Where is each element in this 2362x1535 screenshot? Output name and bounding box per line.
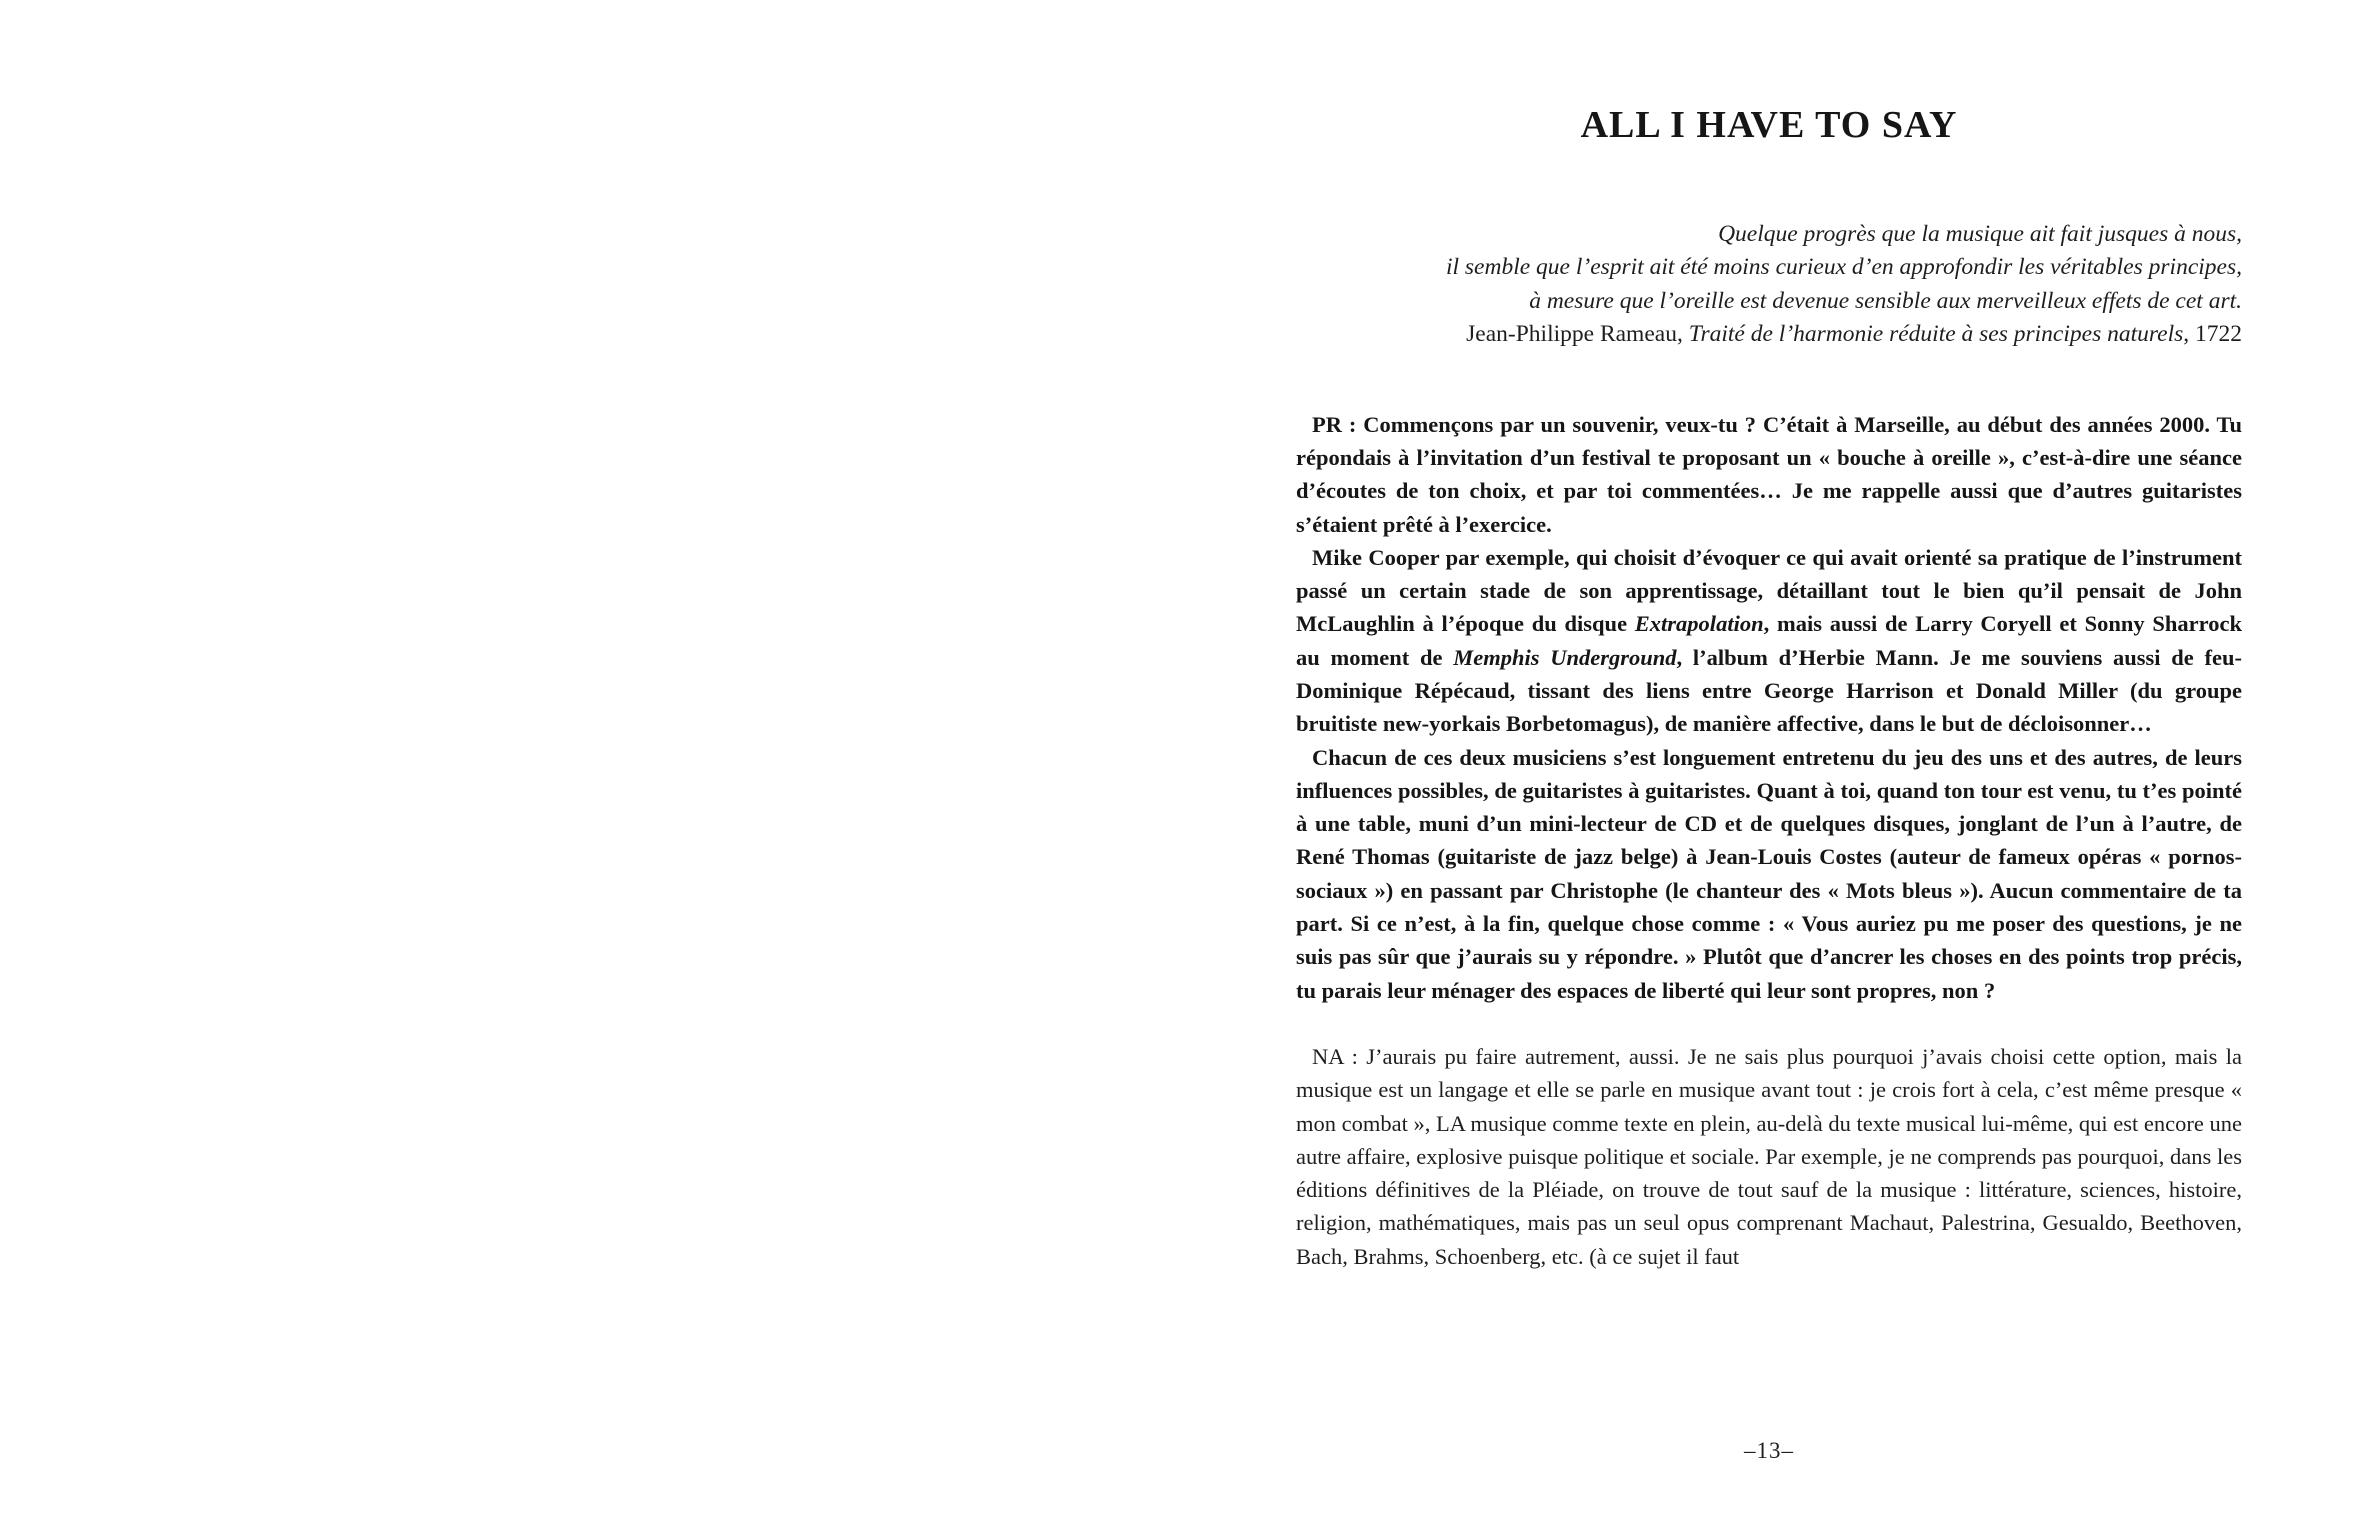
page-number: –13– (1744, 1438, 1794, 1463)
epigraph-line (1296, 251, 2242, 284)
text-column (1296, 0, 2242, 1273)
text-segment: , mais aussi de Larry Coryell et Sonny Sharrock au moment de (1296, 611, 2242, 670)
text-segment: PR : Commençons par un souvenir, veux-tu ? C’était à Marseille, au début des années 2000. Tu répondais à l’invitation d’un festival te proposant un « bouche à oreille », c’est-à-dire une séance d’écoutes de ton choix, et par toi commentées… Je me rappelle aussi que d’autres guitaristes s’étaient prêté à l’exercice. (1296, 411, 2242, 537)
text-segment: Quelque progrès que la musique ait fait jusques à nous, (1718, 221, 2242, 247)
paragraph-question (1296, 408, 2242, 541)
italic-text: Extrapolation (1634, 611, 1764, 637)
epigraph-line (1296, 285, 2242, 318)
epigraph-line (1296, 318, 2242, 351)
epigraph (1296, 218, 2242, 352)
text-segment: Mike Cooper par exemple, qui choisit d’évoquer ce qui avait orienté sa pratique de l’instrument passé un certain stade de son apprentissage, détaillant tout le bien qu’il pensait de John McLaughlin à l’époque du disque (1296, 544, 2242, 637)
paragraph-answer (1296, 1040, 2242, 1273)
paragraph-question (1296, 541, 2242, 741)
text-segment: il semble que l’esprit ait été moins curieux d’en approfondir les véritables principes, (1445, 254, 2242, 281)
epigraph-line (1296, 218, 2242, 251)
text-segment: Jean-Philippe Rameau, (1466, 321, 1689, 348)
paragraph-question (1296, 741, 2242, 1007)
text-segment: , 1722 (2183, 321, 2242, 348)
text-segment: , l’album d’Herbie Mann. Je me souviens aussi de feu-Dominique Répécaud, tissant des liens entre George Harrison et Donald Miller (du groupe bruitiste new-yorkais Borbetomagus), de manière affective, dans le but de décloisonner… (1296, 644, 2242, 737)
chapter-title: ALL I HAVE TO SAY (1580, 104, 1958, 146)
italic-text: Traité de l’harmonie réduite à ses principes naturels (1688, 321, 2184, 348)
text-segment: à mesure que l’oreille est devenue sensible aux merveilleux effets de cet art. (1529, 287, 2242, 314)
text-segment: Chacun de ces deux musiciens s’est longuement entretenu du jeu des uns et des autres, de leurs influences possibles, de guitaristes à guitaristes. Quant à toi, quand ton tour est venu, tu t’es pointé à une table, muni d’un mini-lecteur de CD et de quelques disques, jonglant de l’un à l’autre, de René Thomas (guitariste de jazz belge) à Jean-Louis Costes (auteur de fameux opéras « pornos-sociaux ») en passant par Christophe (le chanteur des « Mots bleus »). Aucun commentaire de ta part. Si ce n’est, à la fin, quelque chose comme : « Vous auriez pu me poser des questions, je ne suis pas sûr que j’aurais su y répondre. » Plutôt que d’ancrer les choses en des points trop précis, tu parais leur ménager des espaces de liberté qui leur sont propres, non ? (1296, 744, 2242, 1003)
italic-text: Memphis Underground (1453, 644, 1677, 670)
text-segment: NA : J’aurais pu faire autrement, aussi. Je ne sais plus pourquoi j’avais choisi cette option, mais la musique est un langage et elle se parle en musique avant tout : je crois fort à cela, c’est même presque « mon combat », LA musique comme texte en plein, au-delà du texte musical lui-même, qui est encore une autre affaire, explosive puisque politique et sociale. Par exemple, je ne comprends pas pourquoi, dans les éditions définitives de la Pléiade, on trouve de tout sauf de la musique : littérature, sciences, histoire, religion, mathématiques, mais pas un seul opus comprenant Machaut, Palestrina, Gesualdo, Beethoven, Bach, Brahms, Schoenberg, etc. (à ce sujet il faut (1296, 1043, 2242, 1269)
body-text (1296, 408, 2242, 1273)
